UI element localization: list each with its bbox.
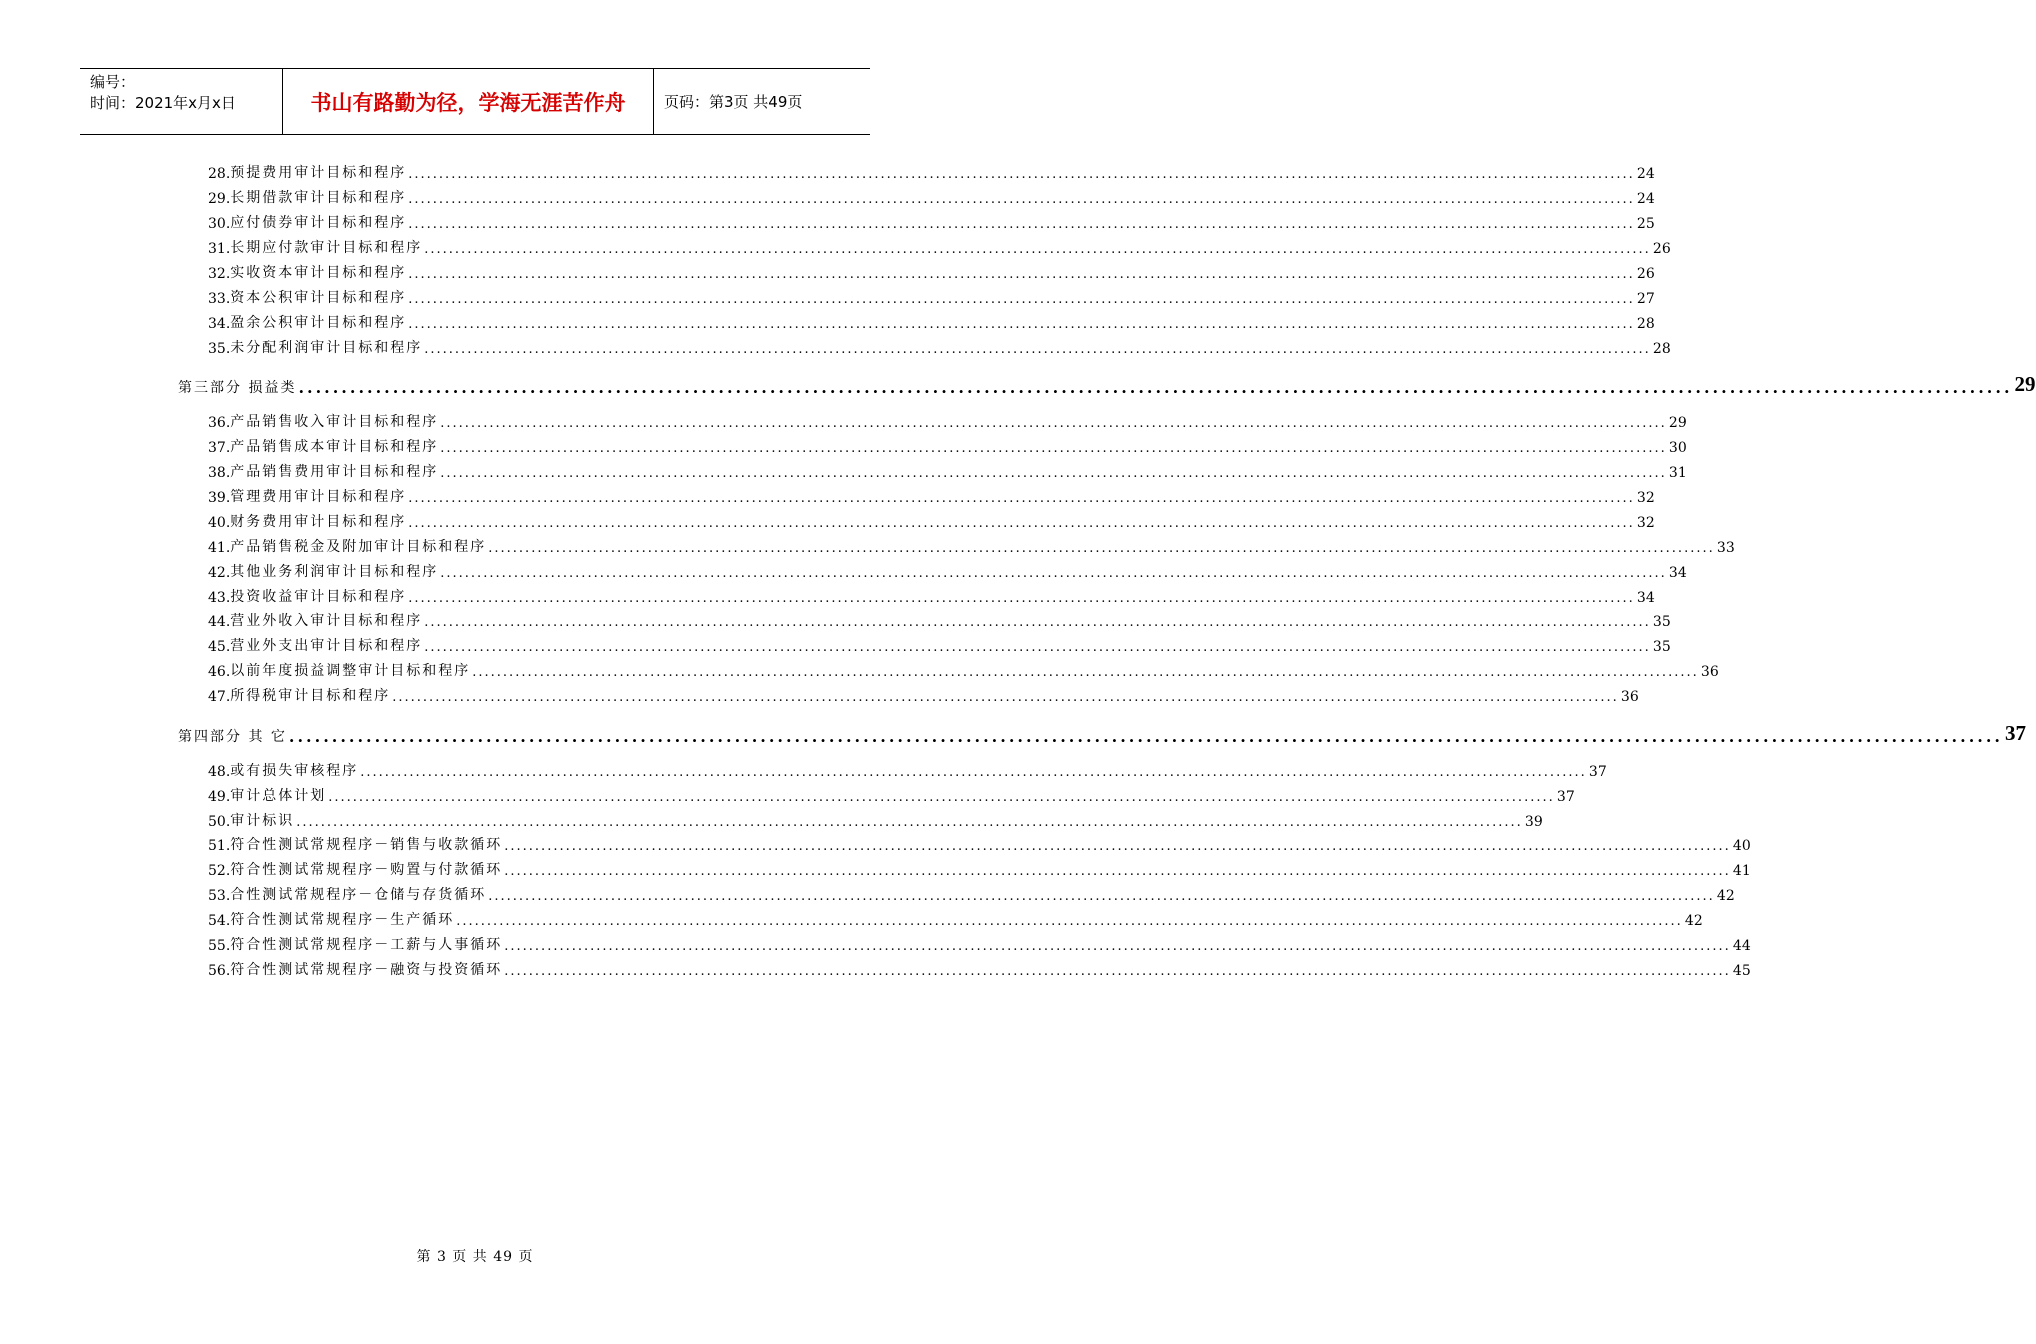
toc-entry-number: 29. <box>208 191 231 207</box>
toc-entry[interactable] <box>208 808 1543 830</box>
toc-entry[interactable] <box>208 584 1655 606</box>
toc-leader-dots: ........................................................................................................................................................................................................ <box>408 267 1635 282</box>
toc-leader-dots: ........................................................................................................................................................................................................ <box>408 516 1635 531</box>
toc-page-number: 37 <box>2004 721 2026 745</box>
toc-entry-title: 实收资本审计目标和程序 <box>230 265 407 281</box>
toc-leader-dots: ........................................................................................................................................................................................................ <box>440 416 1667 431</box>
toc-page-number: 35 <box>1652 614 1671 630</box>
toc-entry[interactable] <box>208 832 1751 854</box>
toc-page-number: 31 <box>1668 465 1687 481</box>
toc-page-number: 36 <box>1700 664 1719 680</box>
toc-page-number: 26 <box>1652 241 1671 257</box>
toc-entry[interactable] <box>208 932 1751 954</box>
toc-page-number: 28 <box>1636 316 1655 332</box>
toc-entry-number: 37. <box>208 440 231 456</box>
toc-page-number: 24 <box>1636 166 1655 182</box>
toc-entry[interactable] <box>208 484 1655 506</box>
toc-entry-title: 营业外支出审计目标和程序 <box>230 638 423 654</box>
toc-entry-title: 产品销售税金及附加审计目标和程序 <box>230 539 487 555</box>
toc-entry-number: 48. <box>208 764 231 780</box>
toc-leader-dots: ........................................................................................................................................................................................................ <box>392 690 1619 705</box>
toc-entry-title: 财务费用审计目标和程序 <box>230 514 407 530</box>
toc-entry-title: 长期借款审计目标和程序 <box>230 190 407 206</box>
toc-leader-dots: ........................................................................................................................................................................................................ <box>424 242 1651 257</box>
page-footer: 第 3 页 共 49 页 <box>416 1249 534 1265</box>
toc-entry[interactable] <box>208 608 1671 630</box>
header-meta <box>80 69 282 134</box>
toc-entry-title: 未分配利润审计目标和程序 <box>230 340 423 356</box>
toc-page-number: 41 <box>1732 863 1751 879</box>
toc-entry[interactable] <box>208 235 1671 257</box>
toc-entry[interactable] <box>208 310 1655 332</box>
toc-leader-dots: ........................................................................................................................................................................................................ <box>408 591 1635 606</box>
toc-entry[interactable] <box>208 633 1671 655</box>
toc-entry[interactable] <box>208 185 1655 207</box>
toc-entry[interactable] <box>208 160 1655 182</box>
toc-page-number: 29 <box>1668 415 1687 431</box>
toc-leader-dots: ........................................................................................................................................................................................................ <box>408 317 1635 332</box>
toc-page-number: 42 <box>1716 888 1735 904</box>
toc-leader-dots: ........................................................................................................................................................................................................ <box>328 790 1555 805</box>
toc-entry-number: 56. <box>208 963 231 979</box>
toc-entry[interactable] <box>208 335 1671 357</box>
toc-page-number: 25 <box>1636 216 1655 232</box>
toc-page-number: 42 <box>1684 913 1703 929</box>
toc-entry-title: 投资收益审计目标和程序 <box>230 589 407 605</box>
toc-leader-dots: ........................................................................................................................................................................................................ <box>424 342 1651 357</box>
toc-page-number: 30 <box>1668 440 1687 456</box>
document-number-label: 编号： <box>90 73 136 91</box>
toc-entry-title: 审计标识 <box>230 813 295 829</box>
toc-entry-number: 31. <box>208 241 231 257</box>
toc-leader-dots: ........................................................................................................................................................................................................ <box>424 640 1651 655</box>
toc-section-title: 第四部分 其 它 <box>178 729 287 745</box>
toc-entry-title: 产品销售费用审计目标和程序 <box>230 464 439 480</box>
toc-entry-title: 盈余公积审计目标和程序 <box>230 315 407 331</box>
toc-page-number: 37 <box>1588 764 1607 780</box>
toc-leader-dots: ........................................................................................................................................................................................................ <box>472 665 1699 680</box>
toc-entry-title: 合性测试常规程序－仓储与存货循环 <box>230 887 487 903</box>
toc-entry-title: 应付债券审计目标和程序 <box>230 215 407 231</box>
toc-leader-dots: ........................................................................................................................................................................................................ <box>440 441 1667 456</box>
toc-entry[interactable] <box>208 285 1655 307</box>
toc-page-number: 35 <box>1652 639 1671 655</box>
toc-entry[interactable] <box>208 459 1687 481</box>
toc-entry-number: 33. <box>208 291 231 307</box>
toc-leader-dots: ........................................................................................................................................................................................................ <box>504 864 1731 879</box>
toc-entry[interactable] <box>208 857 1751 879</box>
toc-entry[interactable] <box>208 509 1655 531</box>
toc-entry-title: 所得税审计目标和程序 <box>230 688 391 704</box>
toc-page-number: 45 <box>1732 963 1751 979</box>
toc-entry-number: 55. <box>208 938 231 954</box>
toc-entry-title: 管理费用审计目标和程序 <box>230 489 407 505</box>
toc-page-number: 34 <box>1668 565 1687 581</box>
header-page-info: 页码：第3页 共49页 <box>664 93 803 111</box>
toc-entry-title: 或有损失审核程序 <box>230 763 359 779</box>
toc-entry[interactable] <box>208 758 1607 780</box>
page-header <box>80 68 870 135</box>
toc-entry-number: 36. <box>208 415 231 431</box>
toc-leader-dots: ........................................................................................................................................................................................................ <box>488 541 1715 556</box>
toc-entry-title: 营业外收入审计目标和程序 <box>230 613 423 629</box>
toc-page-number: 40 <box>1732 838 1751 854</box>
toc-entry-title: 符合性测试常规程序－融资与投资循环 <box>230 962 503 978</box>
toc-page-number: 44 <box>1732 938 1751 954</box>
toc-entry[interactable] <box>208 210 1655 232</box>
toc-entry-number: 40. <box>208 515 231 531</box>
toc-entry-number: 52. <box>208 863 231 879</box>
toc-entry-number: 42. <box>208 565 231 581</box>
toc-entry-number: 44. <box>208 614 231 630</box>
toc-entry-number: 39. <box>208 490 231 506</box>
toc-entry-number: 46. <box>208 664 231 680</box>
toc-leader-dots: ........................................................................................................................................................................................................ <box>408 491 1635 506</box>
toc-entry[interactable] <box>208 882 1735 904</box>
toc-page-number: 28 <box>1652 341 1671 357</box>
toc-entry-number: 47. <box>208 689 231 705</box>
toc-entry-title: 审计总体计划 <box>230 788 327 804</box>
toc-entry-number: 43. <box>208 590 231 606</box>
toc-leader-dots: ........................................................................................................................................................................................................ <box>456 914 1683 929</box>
toc-entry[interactable] <box>208 434 1687 456</box>
toc-entry-title: 长期应付款审计目标和程序 <box>230 240 423 256</box>
toc-leader-dots: ........................................................................................................................................................................................................ <box>408 167 1635 182</box>
toc-page-number: 39 <box>1524 814 1543 830</box>
toc-page-number: 33 <box>1716 540 1735 556</box>
toc-entry-number: 54. <box>208 913 231 929</box>
toc-entry-number: 41. <box>208 540 231 556</box>
toc-entry-number: 49. <box>208 789 231 805</box>
toc-leader-dots: ........................................................................................................................................................................................................ <box>408 192 1635 207</box>
toc-entry[interactable] <box>208 783 1575 805</box>
toc-entry[interactable] <box>208 260 1655 282</box>
toc-entry-title: 符合性测试常规程序－生产循环 <box>230 912 455 928</box>
toc-entry-number: 28. <box>208 166 231 182</box>
toc-leader-dots: ........................................................................................................................................................................................................ <box>488 889 1715 904</box>
header-motto: 书山有路勤为径，学海无涯苦作舟 <box>282 69 654 134</box>
toc-page-number: 36 <box>1620 689 1639 705</box>
toc-entry-title: 产品销售成本审计目标和程序 <box>230 439 439 455</box>
toc-page-number: 32 <box>1636 490 1655 506</box>
toc-entry[interactable] <box>208 957 1751 979</box>
toc-entry-title: 产品销售收入审计目标和程序 <box>230 414 439 430</box>
toc-entry-number: 50. <box>208 814 231 830</box>
toc-leader-dots: ........................................................................................................................................................................................................ <box>504 839 1731 854</box>
toc-leader-dots: ........................................................................................................................................................................................................ <box>424 615 1651 630</box>
toc-entry[interactable] <box>208 683 1639 705</box>
toc-section[interactable] <box>178 371 2036 397</box>
toc-entry[interactable] <box>208 409 1687 431</box>
toc-entry-title: 其他业务利润审计目标和程序 <box>230 564 439 580</box>
toc-leader-dots: ........................................................................................................................................................................................................ <box>504 964 1731 979</box>
toc-entry-title: 符合性测试常规程序－销售与收款循环 <box>230 837 503 853</box>
toc-entry-title: 预提费用审计目标和程序 <box>230 165 407 181</box>
toc-leader-dots: ........................................................................................................................................................................................................ <box>504 939 1731 954</box>
toc-page-number: 37 <box>1556 789 1575 805</box>
toc-entry-number: 45. <box>208 639 231 655</box>
toc-leader-dots: ........................................................................................................................................................................................................ <box>408 292 1635 307</box>
toc-entry-number: 51. <box>208 838 231 854</box>
toc-entry-number: 30. <box>208 216 231 232</box>
toc-leader-dots: ........................................................................................................................................................................................................ <box>298 378 2013 397</box>
toc-leader-dots: ........................................................................................................................................................................................................ <box>440 566 1667 581</box>
toc-entry-number: 38. <box>208 465 231 481</box>
toc-page-number: 27 <box>1636 291 1655 307</box>
toc-entry-number: 35. <box>208 341 231 357</box>
toc-leader-dots: ........................................................................................................................................................................................................ <box>360 765 1587 780</box>
toc-leader-dots: ........................................................................................................................................................................................................ <box>440 466 1667 481</box>
toc-entry-title: 资本公积审计目标和程序 <box>230 290 407 306</box>
toc-entry[interactable] <box>208 534 1735 556</box>
toc-section-title: 第三部分 损益类 <box>178 380 297 396</box>
toc-section[interactable] <box>178 720 2026 746</box>
toc-page-number: 24 <box>1636 191 1655 207</box>
toc-entry-title: 符合性测试常规程序－购置与付款循环 <box>230 862 503 878</box>
toc-leader-dots: ........................................................................................................................................................................................................ <box>296 815 1523 830</box>
toc-page-number: 29 <box>2014 372 2036 396</box>
toc-page-number: 32 <box>1636 515 1655 531</box>
toc-entry-number: 32. <box>208 266 231 282</box>
toc-entry-number: 53. <box>208 888 231 904</box>
toc-entry[interactable] <box>208 559 1687 581</box>
toc-entry-title: 以前年度损益调整审计目标和程序 <box>230 663 471 679</box>
toc-leader-dots: ........................................................................................................................................................................................................ <box>288 727 2003 746</box>
toc-page-number: 26 <box>1636 266 1655 282</box>
toc-entry-number: 34. <box>208 316 231 332</box>
document-time-label: 时间：2021年x月x日 <box>90 94 236 112</box>
toc-leader-dots: ........................................................................................................................................................................................................ <box>408 217 1635 232</box>
toc-entry[interactable] <box>208 907 1703 929</box>
toc-page-number: 34 <box>1636 590 1655 606</box>
toc-entry-title: 符合性测试常规程序－工薪与人事循环 <box>230 937 503 953</box>
toc-entry[interactable] <box>208 658 1719 680</box>
